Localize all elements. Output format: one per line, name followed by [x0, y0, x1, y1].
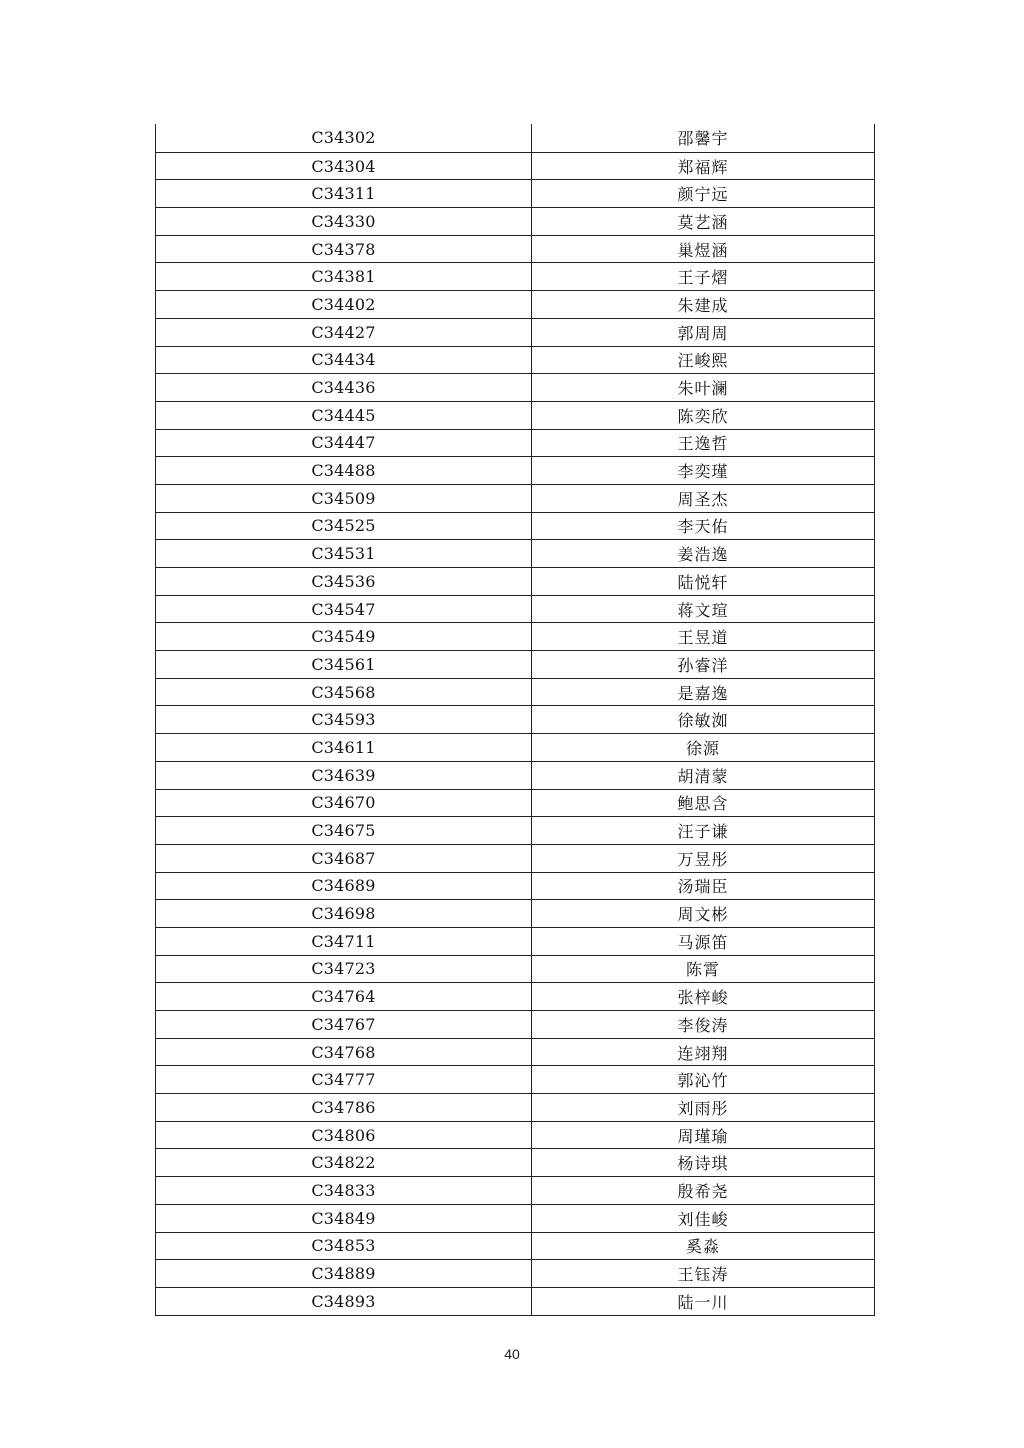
table-row: [155, 152, 875, 180]
student-name-cell: 朱建成: [532, 291, 875, 318]
student-name-cell: 连翊翔: [532, 1039, 875, 1066]
student-name-cell: 陈霄: [532, 956, 875, 983]
student-id-cell: C34639: [155, 762, 532, 789]
student-name-cell: 徐源: [532, 734, 875, 761]
student-id-cell: C34893: [155, 1288, 532, 1315]
student-id-cell: C34568: [155, 679, 532, 706]
student-name-cell: 蒋文瑄: [532, 596, 875, 623]
student-id-cell: C34547: [155, 596, 532, 623]
table-row: [155, 872, 875, 900]
student-id-cell: C34833: [155, 1177, 532, 1204]
student-name-cell: 邵馨宇: [532, 124, 875, 152]
student-id-cell: C34689: [155, 873, 532, 900]
student-id-cell: C34525: [155, 513, 532, 540]
student-id-cell: C34330: [155, 208, 532, 235]
student-id-cell: C34777: [155, 1066, 532, 1093]
student-id-cell: C34611: [155, 734, 532, 761]
student-name-cell: 徐敏洳: [532, 706, 875, 733]
table-row: [155, 207, 875, 235]
student-id-cell: C34670: [155, 790, 532, 817]
table-row: [155, 124, 875, 152]
student-name-cell: 杨诗琪: [532, 1149, 875, 1176]
student-name-cell: 陆悦轩: [532, 568, 875, 595]
student-id-cell: C34675: [155, 817, 532, 844]
student-name-cell: 李奕瑾: [532, 457, 875, 484]
table-row: [155, 1287, 875, 1315]
student-id-cell: C34509: [155, 485, 532, 512]
student-id-cell: C34378: [155, 236, 532, 263]
student-id-cell: C34723: [155, 956, 532, 983]
table-row: [155, 401, 875, 429]
student-id-cell: C34593: [155, 706, 532, 733]
table-row: [155, 1259, 875, 1287]
student-id-cell: C34786: [155, 1094, 532, 1121]
table-row: [155, 235, 875, 263]
table-row: [155, 539, 875, 567]
table-row: [155, 1204, 875, 1232]
table-row: [155, 429, 875, 457]
student-id-cell: C34434: [155, 347, 532, 374]
student-name-cell: 李俊涛: [532, 1011, 875, 1038]
table-row: [155, 512, 875, 540]
student-name-cell: 张梓峻: [532, 983, 875, 1010]
table-row: [155, 955, 875, 983]
table-row: [155, 290, 875, 318]
table-row: [155, 622, 875, 650]
table-row: [155, 927, 875, 955]
student-name-cell: 周瑾瑜: [532, 1122, 875, 1149]
student-id-cell: C34536: [155, 568, 532, 595]
student-name-cell: 朱叶澜: [532, 374, 875, 401]
table-row: [155, 595, 875, 623]
student-name-cell: 莫艺涵: [532, 208, 875, 235]
table-row: [155, 179, 875, 207]
student-id-cell: C34311: [155, 180, 532, 207]
student-name-cell: 郭沁竹: [532, 1066, 875, 1093]
student-name-cell: 王子熠: [532, 263, 875, 290]
student-name-cell: 巢煜涵: [532, 236, 875, 263]
student-id-cell: C34889: [155, 1260, 532, 1287]
table-row: [155, 705, 875, 733]
table-row: [155, 1232, 875, 1260]
table-row: [155, 318, 875, 346]
student-id-cell: C34549: [155, 623, 532, 650]
student-id-cell: C34302: [155, 124, 532, 152]
table-row: [155, 346, 875, 374]
student-name-cell: 周圣杰: [532, 485, 875, 512]
student-name-cell: 王钰涛: [532, 1260, 875, 1287]
student-id-cell: C34531: [155, 540, 532, 567]
table-row: [155, 844, 875, 872]
student-id-cell: C34687: [155, 845, 532, 872]
student-name-cell: 刘雨彤: [532, 1094, 875, 1121]
table-row: [155, 1176, 875, 1204]
student-name-cell: 是嘉逸: [532, 679, 875, 706]
student-name-cell: 奚淼: [532, 1233, 875, 1260]
table-row: [155, 1093, 875, 1121]
table-row: [155, 733, 875, 761]
student-name-cell: 郭周周: [532, 319, 875, 346]
student-name-cell: 汪子谦: [532, 817, 875, 844]
student-id-cell: C34447: [155, 430, 532, 457]
student-id-cell: C34822: [155, 1149, 532, 1176]
student-id-cell: C34381: [155, 263, 532, 290]
student-id-cell: C34768: [155, 1039, 532, 1066]
student-name-cell: 汤瑞臣: [532, 873, 875, 900]
table-row: [155, 1065, 875, 1093]
student-name-cell: 李天佑: [532, 513, 875, 540]
name-list-table: [155, 124, 875, 1316]
table-row: [155, 373, 875, 401]
table-row: [155, 456, 875, 484]
table-row: [155, 484, 875, 512]
table-row: [155, 1038, 875, 1066]
student-id-cell: C34849: [155, 1205, 532, 1232]
student-id-cell: C34304: [155, 153, 532, 180]
table-row: [155, 567, 875, 595]
student-name-cell: 王昱道: [532, 623, 875, 650]
student-id-cell: C34698: [155, 900, 532, 927]
table-row: [155, 678, 875, 706]
student-id-cell: C34711: [155, 928, 532, 955]
student-id-cell: C34436: [155, 374, 532, 401]
table-row: [155, 761, 875, 789]
student-name-cell: 胡清蒙: [532, 762, 875, 789]
student-id-cell: C34806: [155, 1122, 532, 1149]
student-id-cell: C34427: [155, 319, 532, 346]
student-name-cell: 马源笛: [532, 928, 875, 955]
student-name-cell: 姜浩逸: [532, 540, 875, 567]
table-row: [155, 789, 875, 817]
student-id-cell: C34445: [155, 402, 532, 429]
student-name-cell: 汪峻熙: [532, 347, 875, 374]
table-row: [155, 1148, 875, 1176]
student-name-cell: 刘佳峻: [532, 1205, 875, 1232]
student-id-cell: C34853: [155, 1233, 532, 1260]
student-id-cell: C34767: [155, 1011, 532, 1038]
student-name-cell: 万昱彤: [532, 845, 875, 872]
student-id-cell: C34488: [155, 457, 532, 484]
student-id-cell: C34764: [155, 983, 532, 1010]
table-row: [155, 1121, 875, 1149]
table-row: [155, 262, 875, 290]
table-row: [155, 1010, 875, 1038]
student-id-cell: C34561: [155, 651, 532, 678]
student-name-cell: 陈奕欣: [532, 402, 875, 429]
student-name-cell: 颜宁远: [532, 180, 875, 207]
student-name-cell: 郑福辉: [532, 153, 875, 180]
student-name-cell: 王逸哲: [532, 430, 875, 457]
student-name-cell: 孙睿洋: [532, 651, 875, 678]
student-id-cell: C34402: [155, 291, 532, 318]
table-row: [155, 650, 875, 678]
student-name-cell: 陆一川: [532, 1288, 875, 1315]
table-row: [155, 816, 875, 844]
student-name-cell: 周文彬: [532, 900, 875, 927]
page-number: 40: [504, 1346, 520, 1362]
student-name-cell: 鲍思含: [532, 790, 875, 817]
table-row: [155, 982, 875, 1010]
student-name-cell: 殷希尧: [532, 1177, 875, 1204]
table-row: [155, 899, 875, 927]
